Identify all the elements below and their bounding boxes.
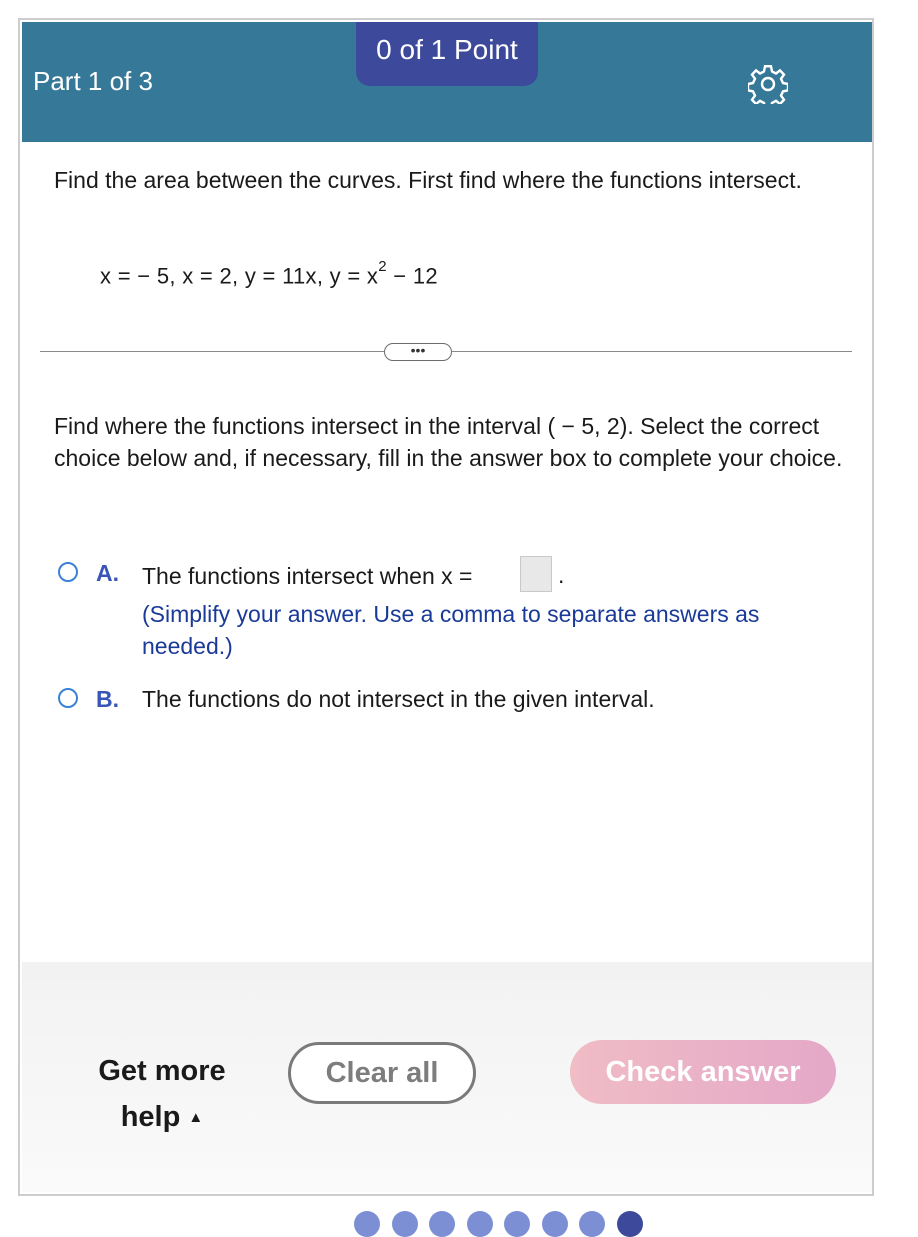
choice-a-hint: (Simplify your answer. Use a comma to separate answers as needed.) [142,601,760,659]
equation-tail: − 12 [386,263,438,289]
pagination-dot[interactable] [467,1211,493,1237]
choice-b-text: The functions do not intersect in the given interval. [142,686,655,712]
clear-all-button[interactable]: Clear all [288,1042,476,1104]
choice-b-letter: B. [96,686,119,712]
expand-button[interactable]: ••• [384,343,452,361]
gear-icon[interactable] [748,64,788,104]
choice-a-text: The functions intersect when x = [142,563,473,589]
pagination-dot[interactable] [429,1211,455,1237]
question-instruction: Find the area between the curves. First find where the functions intersect. [54,167,802,193]
equation-main: x = − 5, x = 2, y = 11x, y = x [100,263,379,289]
answer-input[interactable] [520,556,552,592]
choice-a-radio[interactable] [58,562,78,582]
equation [100,258,438,289]
equation-exponent: 2 [378,258,387,275]
choice-a-letter: A. [96,560,119,586]
pagination-dot[interactable] [354,1211,380,1237]
part-label: Part 1 of 3 [33,66,153,96]
check-answer-button[interactable]: Check answer [570,1040,836,1104]
caret-up-icon: ▲ [188,1109,204,1126]
question-prompt: Find where the functions intersect in the interval ( − 5, 2). Select the correct choice below and, if necessary, fill in the answer box to complete your choice. [54,413,843,471]
choice-a-period: . [558,562,565,588]
help-label-line2: help ▲ [120,1101,204,1133]
pagination-dot[interactable] [617,1211,643,1237]
choice-b-radio[interactable] [58,688,78,708]
points-badge: 0 of 1 Point [356,22,538,86]
pagination-dot[interactable] [542,1211,568,1237]
pagination-dot[interactable] [579,1211,605,1237]
help-label-line1: Get more [98,1055,226,1087]
pagination-dot[interactable] [504,1211,530,1237]
get-more-help-button[interactable] [72,1048,252,1145]
pagination-dot[interactable] [392,1211,418,1237]
